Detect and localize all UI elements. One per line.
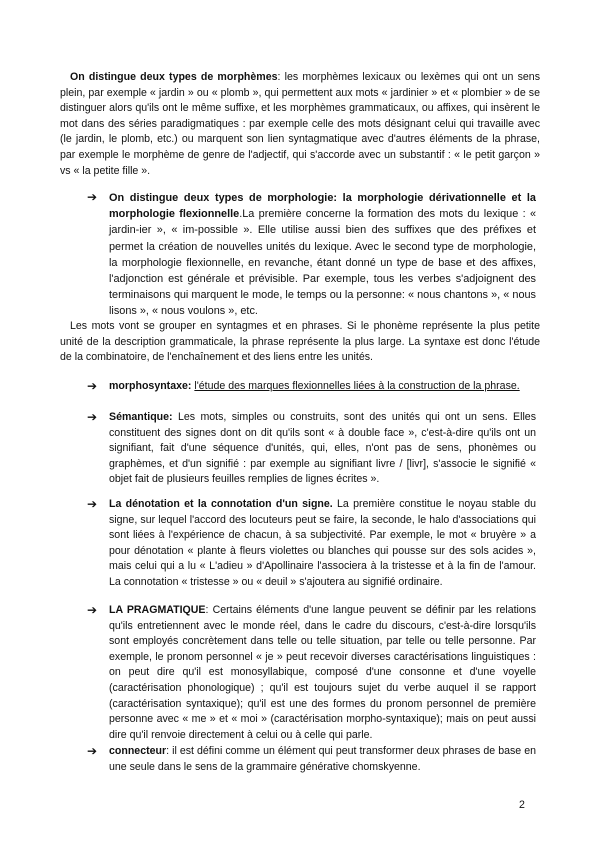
bullet-lead: La dénotation et la connotation d'un signe. xyxy=(109,498,333,510)
bullet-lead: LA PRAGMATIQUE xyxy=(109,604,206,616)
bullet-pragmatique xyxy=(87,603,536,743)
paragraph-syntaxe xyxy=(60,319,540,366)
arrow-icon: ➔ xyxy=(87,379,98,393)
bullet-body: .La première concerne la formation des mots du lexique : « jardin-ier », « im-possible ». Elle utilise aussi bien des suffixes que des préfixes et permet la création de nouvelles unités du lexique. Avec le second type de morphologie, la morphologie flexionnelle, en revanche, étant donné un type de base et des affixes, l'adjonction est générale et prévisible. Par exemple, tous les verbes s'adjoignent des terminaisons qui marquent le mode, le temps ou la personne: « nous chantons », « nous lisons », « nous voulons », etc. xyxy=(109,208,536,318)
bullet-body: : Certains éléments d'une langue peuvent se définir par les relations qu'ils entretiennent avec le monde réel, dans le cadre du discours, c'est-à-dire lorsqu'ils sont employés concrètement dans telle ou telle situation, par telle ou telle personne. Par exemple, le pronom personnel « je » peut recevoir diverses caractérisations linguistiques : on peut dire qu'il est monosyllabique, composé d'une consonne et d'une voyelle (caractérisation phonologique) ; qu'il est toujours sujet du verbe auquel il se rapport (caractérisation syntaxique); qu'il est une des formes du pronom personnel de première personne avec « me » et « moi » (caractérisation morpho-syntaxique); mais on peut aussi dire qu'il renvoie directement à celui ou à celle qui parle. xyxy=(109,604,536,741)
bullet-body: La première constitue le noyau stable du signe, sur lequel l'accord des locuteurs peut se faire, la seconde, le halo d'associations qui sont liées à l'expérience de chacun, à sa subjectivité. Par exemple, le mot « bruyère » a pour dénotation « plante à fleurs violettes ou blanches qui pousse sur des sols acides », mais celui qui a lu « L'adieu » d'Apollinaire l'associera à la tristesse et à la fin de l'amour. La connotation « tristesse » ou « deuil » s'ajoutera au signifié ordinaire. xyxy=(109,498,536,588)
paragraph-body: Les mots vont se grouper en syntagmes et en phrases. Si le phonème représente la plus petite unité de la description grammaticale, la phrase représente la plus large. La syntaxe est donc l'étude de la combinatoire, de l'enchaînement et des liens entre les unités. xyxy=(60,320,540,364)
bullet-lead: Sémantique: xyxy=(109,411,173,423)
arrow-icon: ➔ xyxy=(87,603,98,617)
arrow-icon: ➔ xyxy=(87,410,98,424)
page-number: 2 xyxy=(519,799,525,811)
paragraph-morphemes xyxy=(60,70,540,179)
paragraph-body: : les morphèmes lexicaux ou lexèmes qui ont un sens plein, par exemple « jardin » ou « plomb », qui permettent aux mots « jardinier » et « plombier » de se distinguer alors qu'ils ont le même suffixe, et les morphèmes grammaticaux, ou affixes, qui insèrent le mot dans des séries paradigmatiques : par exemple celle des mots désignant celui qui travaille avec (le jardin, le plomb, etc.) ou marquent son lien syntagmatique avec d'autres éléments de la phrase, par exemple le morphème de genre de l'adjectif, qui s'accorde avec un substantif : « le petit garçon » vs « la petite fille ». xyxy=(60,71,540,177)
bullet-lead: connecteur xyxy=(109,745,167,757)
bullet-morphosyntaxe xyxy=(87,379,536,395)
bullet-body: Les mots, simples ou construits, sont des unités qui ont un sens. Elles constituent des signes dont on dit qu'ils sont « à double face », c'est-à-dire qu'ils ont un signifiant, fait d'une séquence d'unités, qui, elles, n'ont pas de sens, phonèmes ou graphèmes, et d'un signifié : par exemple au signifiant livre / [livr], s'associe le signifié « objet fait de plusieurs feuilles remplies de lignes écrites ». xyxy=(109,411,536,486)
arrow-icon: ➔ xyxy=(87,497,98,511)
bullet-semantique xyxy=(87,410,536,488)
bullet-lead: On distingue deux types de morphologie: la morphologie dérivationnelle et la morphologie flexionnelle xyxy=(109,192,536,221)
bullet-body: l'étude des marques flexionnelles liées à la construction de la phrase. xyxy=(194,380,520,392)
bullet-morphologie xyxy=(87,190,536,320)
bullet-connecteur xyxy=(87,744,536,775)
bullet-lead: morphosyntaxe: xyxy=(109,380,192,392)
bullet-body: : il est défini comme un élément qui peut transformer deux phrases de base en une seule dans le sens de la grammaire générative chomskyenne. xyxy=(109,745,536,773)
arrow-icon: ➔ xyxy=(87,744,98,758)
arrow-icon: ➔ xyxy=(87,190,98,204)
bullet-denotation xyxy=(87,497,536,591)
paragraph-lead: On distingue deux types de morphèmes xyxy=(70,71,278,83)
